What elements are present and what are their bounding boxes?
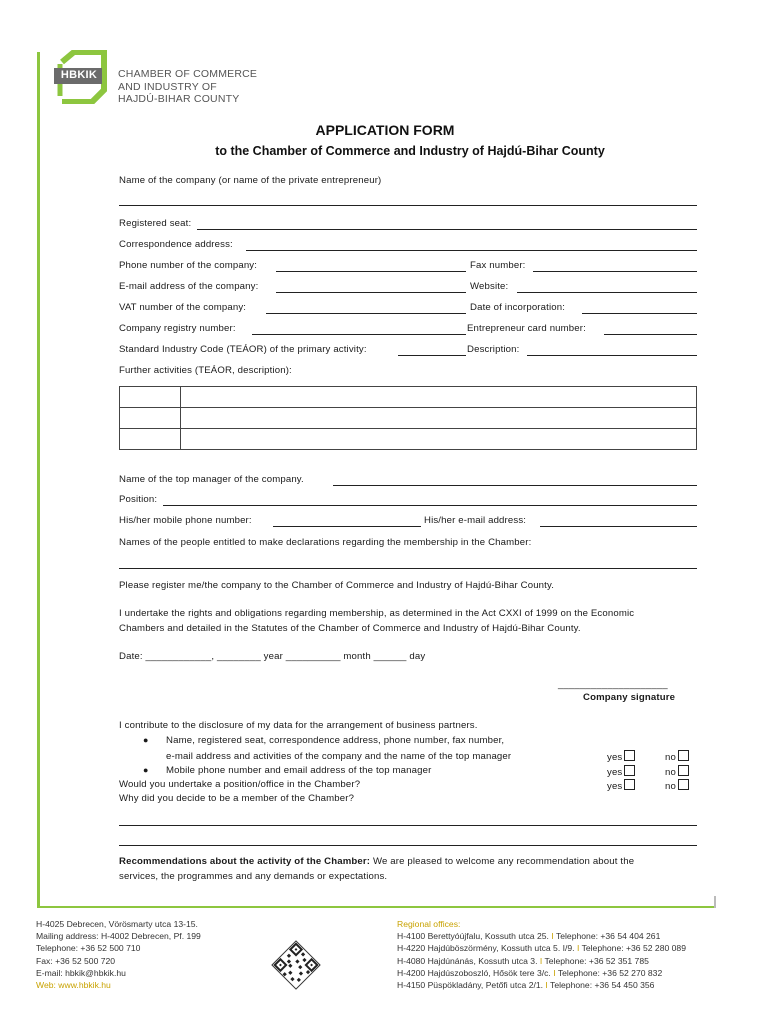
email-field[interactable] [276,292,466,293]
yes-label: yes [607,781,623,792]
position-field[interactable] [163,505,697,506]
teaor-label: Standard Industry Code (TEÁOR) of the primary activity: [119,344,367,355]
no-option-2[interactable] [665,765,689,778]
footer-contact [36,918,201,991]
regional-office-row [397,942,686,954]
signature-line[interactable]: ____________________ [558,679,668,690]
table-row [120,387,697,408]
entrepreneur-card-field[interactable] [604,334,697,335]
office-telephone: Telephone: +36 54 450 356 [550,980,655,991]
office-telephone: Telephone: +36 52 351 785 [544,955,649,966]
no-label: no [665,781,676,792]
mobile-label: His/her mobile phone number: [119,515,252,526]
no-checkbox[interactable] [678,765,689,776]
regional-offices-title: Regional offices: [397,919,461,929]
regional-office-row [397,930,686,942]
yes-checkbox[interactable] [624,779,635,790]
office-address: H-4100 Berettyóújfalu, Kossuth utca 25. [397,931,549,942]
office-telephone: Telephone: +36 54 404 261 [555,931,661,942]
qr-code-icon [271,940,321,990]
phone-field[interactable] [276,271,466,272]
no-label: no [665,767,676,778]
recommendations-line2: services, the programmes and any demands or expectations. [119,871,388,882]
registered-seat-label: Registered seat: [119,218,192,229]
recommendations-heading: Recommendations about the activity of the Chamber: [119,856,371,867]
fax-label: Fax number: [470,260,526,271]
yes-label: yes [607,752,623,763]
qr-code [271,940,321,990]
manager-email-field[interactable] [540,526,697,527]
form-title: APPLICATION FORM [315,122,455,138]
separator: I [576,943,580,954]
office-telephone: Telephone: +36 52 270 832 [557,967,663,978]
date-line[interactable]: Date: ____________, ________ year __________ month ______ day [119,651,426,662]
yes-label: yes [607,767,623,778]
signature-label: Company signature [583,692,676,703]
hbkik-logo [52,50,112,104]
footer-telephone: Telephone: +36 52 500 710 [36,943,141,954]
website-field[interactable] [517,292,697,293]
separator: I [539,955,543,966]
bullet-icon: ● [143,765,149,775]
office-address: H-4080 Hajdúnánás, Kossuth utca 3. [397,955,538,966]
manager-field[interactable] [333,485,697,486]
regional-office-row [397,955,686,967]
logo-text: HBKIK [60,69,98,81]
why-answer-line-1[interactable] [119,825,697,826]
separator: I [545,980,548,991]
vat-field[interactable] [266,313,466,314]
footer-address: H-4025 Debrecen, Vörösmarty utca 13-15. [36,919,198,929]
footer-divider-line [37,906,715,908]
registry-label: Company registry number: [119,323,236,334]
undertake-statement-2: Chambers and detailed in the Statutes of the Chamber of Commerce and Industry of Hajdú-Bihar County. [119,623,581,634]
office-address: H-4220 Hajdúböszörmény, Kossuth utca 5. I/9. [397,943,575,954]
footer-website[interactable]: Web: www.hbkik.hu [36,980,111,991]
bullet2-text: Mobile phone number and email address of the top manager [166,765,432,776]
manager-label: Name of the top manager of the company. [119,474,304,485]
teaor-cell[interactable] [120,387,181,408]
footer-regional-offices [397,918,686,991]
org-line-1: CHAMBER OF COMMERCE [118,68,258,80]
further-activities-label: Further activities (TEÁOR, description): [119,365,292,376]
left-accent-line [37,52,40,907]
incorporation-label: Date of incorporation: [470,302,566,313]
company-name-label: Name of the company (or name of the private entrepreneur) [119,175,382,186]
email-label: E-mail address of the company: [119,281,259,292]
footer-fax: Fax: +36 52 500 720 [36,955,116,966]
position-label: Position: [119,494,158,505]
undertake-statement-1: I undertake the rights and obligations regarding membership, as determined in the Act CXXI of 1999 on the Economic [119,608,635,619]
entitled-label: Names of the people entitled to make declarations regarding the membership in the Chamber: [119,537,532,548]
correspondence-field[interactable] [246,250,697,251]
manager-email-label: His/her e-mail address: [424,515,527,526]
bullet-icon: ● [143,735,149,745]
no-label: no [665,752,676,763]
description-label: Description: [467,344,520,355]
description-cell[interactable] [181,408,697,429]
no-checkbox[interactable] [678,750,689,761]
footer-email[interactable]: E-mail: hbkik@hbkik.hu [36,967,126,978]
regional-office-row [397,967,686,979]
yes-option-3[interactable] [607,779,635,792]
fax-field[interactable] [533,271,697,272]
no-option-1[interactable] [665,750,689,763]
yes-option-1[interactable] [607,750,635,763]
yes-checkbox[interactable] [624,765,635,776]
correspondence-label: Correspondence address: [119,239,233,250]
why-question: Why did you decide to be a member of the Chamber? [119,793,355,804]
registered-seat-field[interactable] [197,229,697,230]
teaor-cell[interactable] [120,429,181,450]
further-activities-table [119,386,697,450]
why-answer-line-2[interactable] [119,845,697,846]
table-row [120,429,697,450]
register-statement: Please register me/the company to the Chamber of Commerce and Industry of Hajdú-Bihar County. [119,580,555,591]
entitled-field[interactable] [119,568,697,569]
bullet1-line2: e-mail address and activities of the company and the name of the top manager [166,751,512,762]
description-cell[interactable] [181,429,697,450]
description-field[interactable] [527,355,697,356]
recommendations-text [119,856,634,867]
organization-name [118,68,257,106]
footer-mailing: Mailing address: H-4002 Debrecen, Pf. 199 [36,931,201,942]
phone-label: Phone number of the company: [119,260,258,271]
office-telephone: Telephone: +36 52 280 089 [581,943,686,954]
incorporation-field[interactable] [582,313,697,314]
org-line-3: HAJDÚ-BIHAR COUNTY [118,93,240,105]
regional-office-row [397,979,686,991]
no-checkbox[interactable] [678,779,689,790]
registry-field[interactable] [252,334,466,335]
teaor-cell[interactable] [120,408,181,429]
office-address: H-4150 Püspökladány, Petőfi utca 2/1. [397,980,544,991]
website-label: Website: [470,281,509,292]
entrepreneur-card-label: Entrepreneur card number: [467,323,586,334]
contribute-label: I contribute to the disclosure of my data for the arrangement of business partners. [119,720,478,731]
form-subtitle: to the Chamber of Commerce and Industry of Hajdú-Bihar County [215,144,605,158]
separator: I [553,967,556,978]
bullet1-line1: Name, registered seat, correspondence address, phone number, fax number, [166,735,505,746]
table-row [120,408,697,429]
separator: I [551,931,554,942]
org-line-2: AND INDUSTRY OF [118,80,217,93]
position-question: Would you undertake a position/office in the Chamber? [119,779,361,790]
yes-option-2[interactable] [607,765,635,778]
vat-label: VAT number of the company: [119,302,247,313]
no-option-3[interactable] [665,779,689,792]
description-cell[interactable] [181,387,697,408]
recommendations-body: We are pleased to welcome any recommendation about the [370,856,635,867]
mobile-field[interactable] [273,526,421,527]
office-address: H-4200 Hajdúszoboszló, Hősök tere 3/c. [397,967,551,978]
yes-checkbox[interactable] [624,750,635,761]
teaor-field[interactable] [398,355,466,356]
company-name-field[interactable] [119,205,697,206]
footer-corner-mark [714,896,716,908]
